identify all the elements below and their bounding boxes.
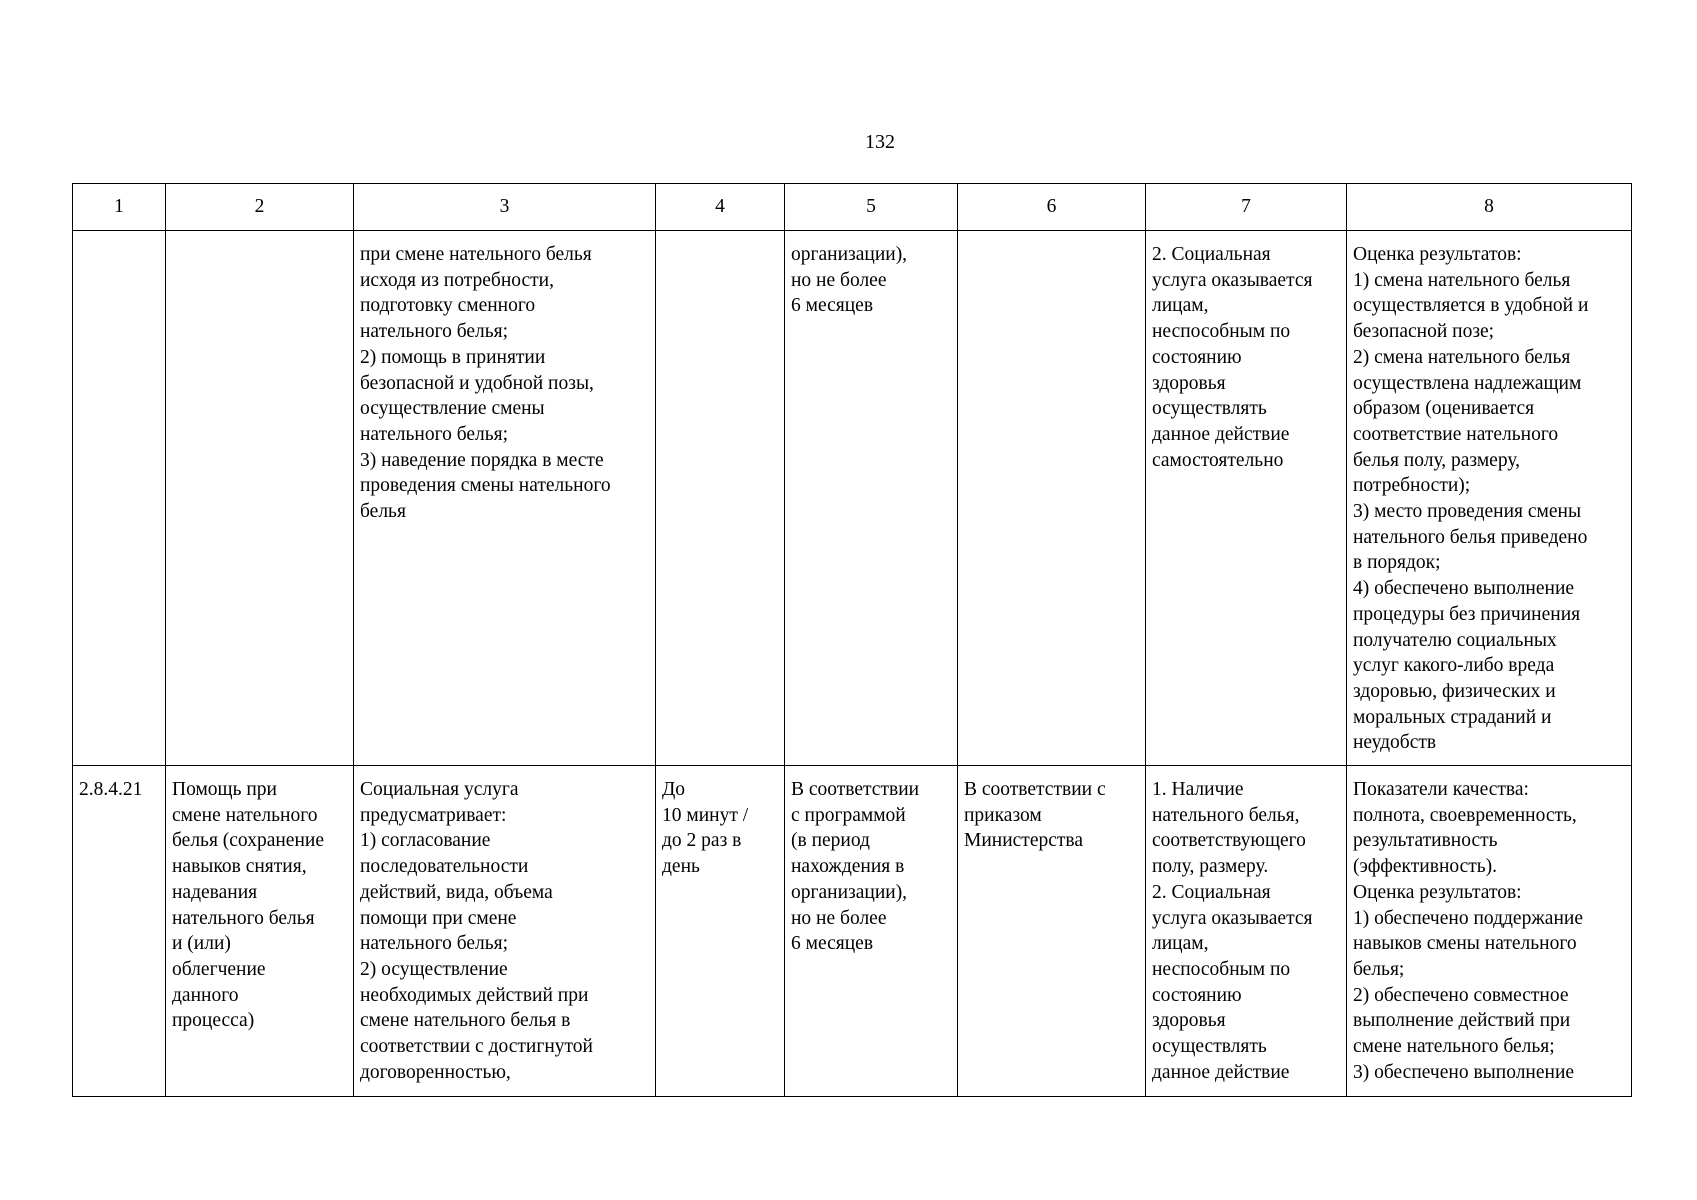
cell-text: Оценка результатов: 1) смена нательного белья осуществляется в удобной и безопасной позе; 2) смена нательного белья осуществлена надлежащим образом (оценивается соответствие нательного белья полу, размеру, потребности); 3) место проведения смены нательного белья приведено в порядок; 4) обеспечено выполнение процедуры без причинения получателю социальных услуг какого-либо вреда здоровью, физических и моральных страданий и неудобств [1353,244,1589,754]
cell-time-norm [656,766,785,1097]
cell-tariff [958,766,1146,1097]
page-number: 132 [865,131,895,153]
cell-text: В соответствии с приказом Министерства [964,779,1106,852]
cell-conditions [1146,766,1347,1097]
cell-description [354,766,656,1097]
cell-text: До 10 минут / до 2 раз в день [662,779,749,878]
column-header-3: 3 [354,184,656,231]
column-header-6: 6 [958,184,1146,231]
header-row [73,184,1632,231]
cell-text: Показатели качества: полнота, своевременность, результативность (эффективность). Оценка результатов: 1) обеспечено поддержание навыков смены нательного белья; 2) обеспечено совместное выполнение действий при смене нательного белья; 3) обеспечено выполнение [1353,779,1583,1083]
cell-description [354,231,656,766]
table-row [73,231,1632,766]
cell-service-name [166,231,354,766]
column-header-4: 4 [656,184,785,231]
cell-quality [1347,766,1632,1097]
cell-quality [1347,231,1632,766]
column-header-7: 7 [1146,184,1347,231]
cell-text: Помощь при смене нательного белья (сохранение навыков снятия, надевания нательного белья и (или) облегчение данного процесса) [172,779,324,1032]
cell-number [73,766,166,1097]
cell-tariff [958,231,1146,766]
cell-period [785,231,958,766]
cell-text: 1. Наличие нательного белья, соответствующего полу, размеру. 2. Социальная услуга оказывается лицам, неспособным по состоянию здоровья осуществлять данное действие [1152,779,1313,1083]
table-row [73,766,1632,1097]
column-header-5: 5 [785,184,958,231]
column-header-8: 8 [1347,184,1632,231]
cell-text: при смене нательного белья исходя из потребности, подготовку сменного нательного белья; 2) помощь в принятии безопасной и удобной позы, осуществление смены нательного белья; 3) наведение порядка в месте проведения смены нательного белья [360,244,611,523]
cell-period [785,766,958,1097]
cell-text: организации), но не более 6 месяцев [791,244,908,317]
cell-number [73,231,166,766]
cell-text: В соответствии с программой (в период нахождения в организации), но не более 6 месяцев [791,779,920,955]
services-table [72,183,1632,1097]
column-header-1: 1 [73,184,166,231]
column-header-2: 2 [166,184,354,231]
cell-text: 2.8.4.21 [79,779,143,800]
cell-service-name [166,766,354,1097]
cell-text: 2. Социальная услуга оказывается лицам, неспособным по состоянию здоровья осуществлять данное действие самостоятельно [1152,244,1313,471]
cell-text: Социальная услуга предусматривает: 1) согласование последовательности действий, вида, объема помощи при смене нательного белья; 2) осуществление необходимых действий при смене нательного белья в соответствии с достигнутой договоренностью, [360,779,593,1083]
cell-time-norm [656,231,785,766]
cell-conditions [1146,231,1347,766]
